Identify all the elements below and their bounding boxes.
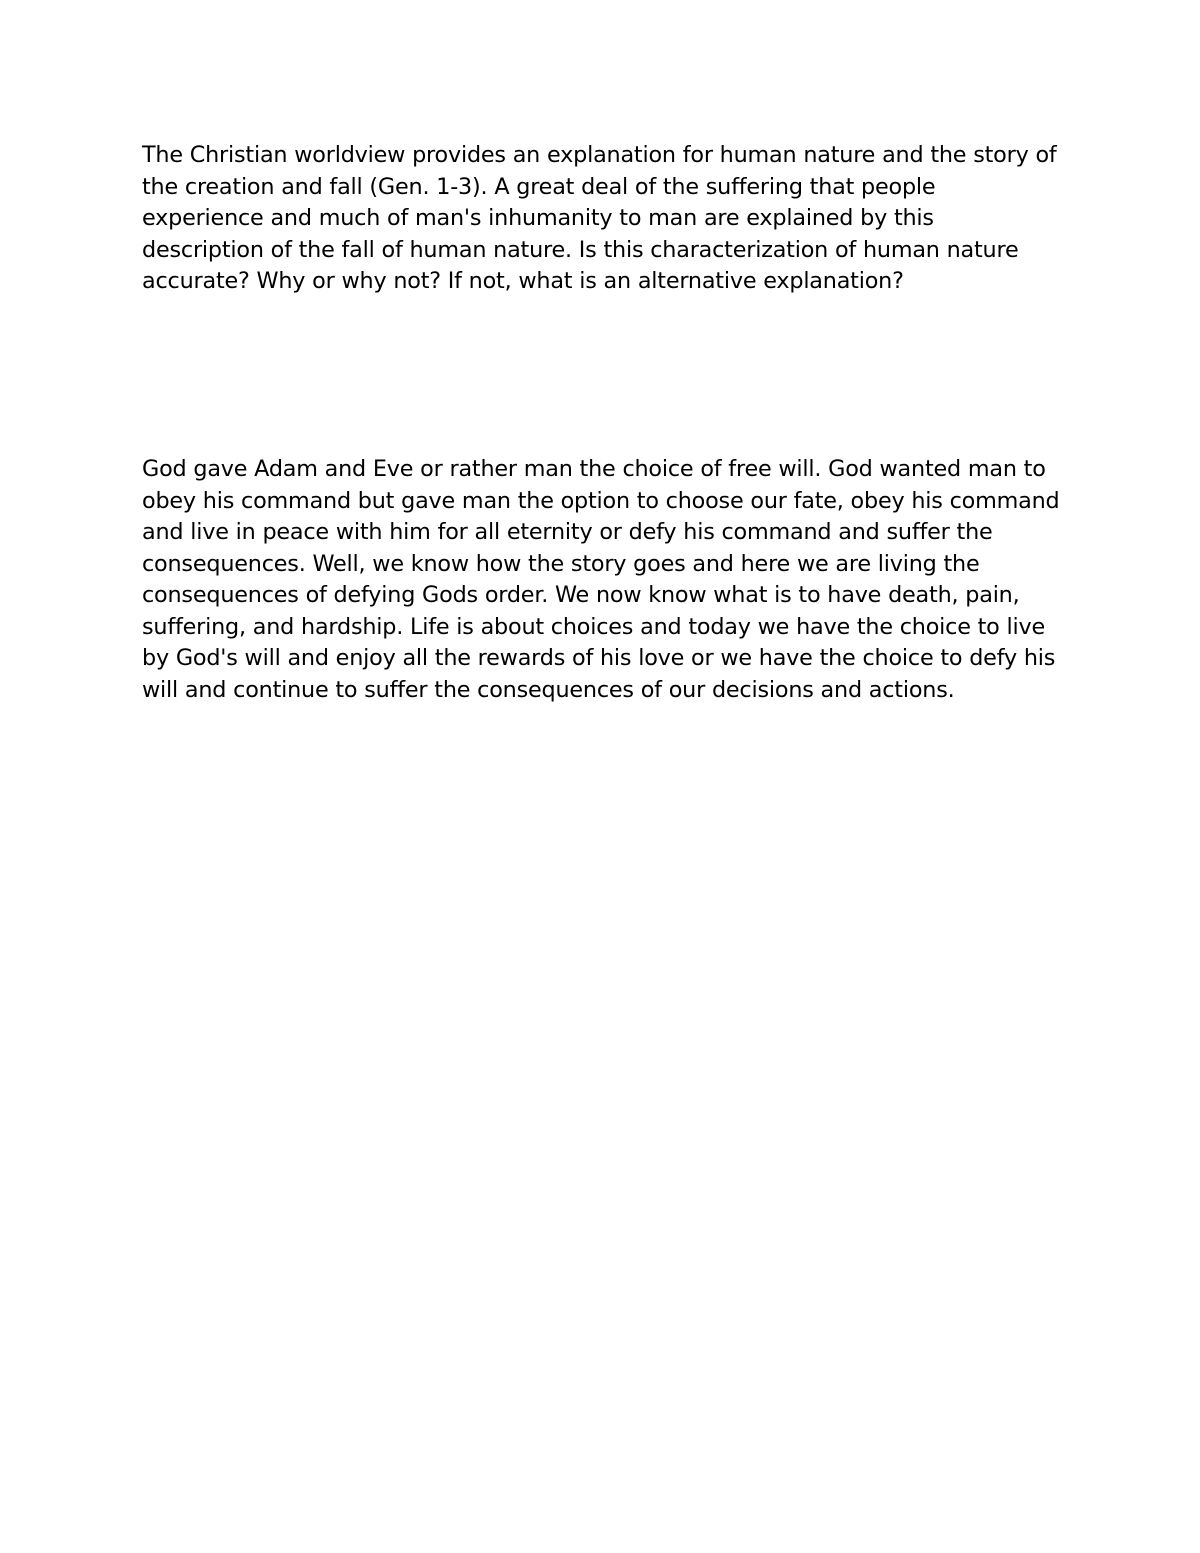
answer-paragraph: God gave Adam and Eve or rather man the choice of free will. God wanted man to obey his command but gave man the option to choose our fate, obey his command and live in peace with him for all eternity or defy his command and suffer the consequences. Well, we know how the story goes and here we are living the consequences of defying Gods order. We now know what is to have death, pain, suffering, and hardship. Life is about choices and today we have the choice to live by God's will and enjoy all the rewards of his love or we have the choice to defy his will and continue to suffer the consequences of our decisions and actions. [142, 456, 1060, 703]
question-paragraph: The Christian worldview provides an explanation for human nature and the story of the creation and fall (Gen. 1-3). A great deal of the suffering that people experience and much of man's inhumanity to man are explained by this description of the fall of human nature. Is this characterization of human nature accurate? Why or why not? If not, what is an alternative explanation? [142, 142, 1057, 294]
